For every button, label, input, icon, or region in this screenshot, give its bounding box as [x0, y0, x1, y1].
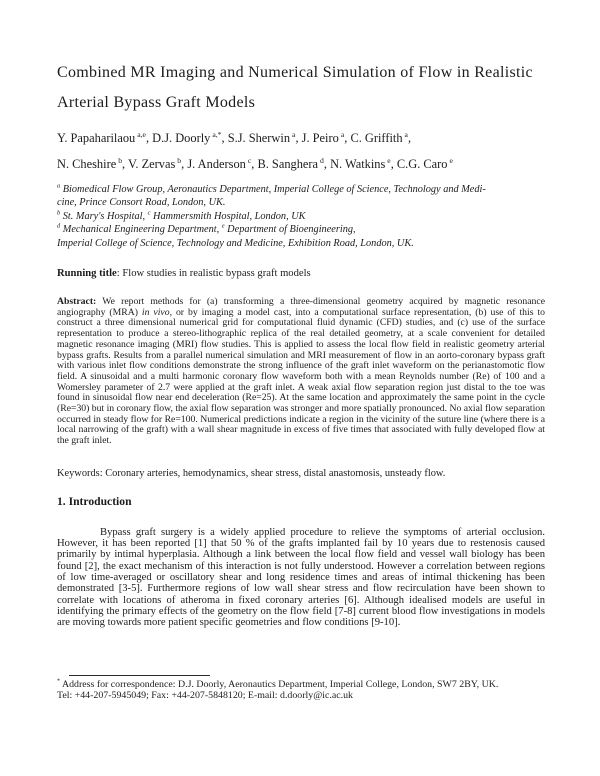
running-title-text: : Flow studies in realistic bypass graft models	[116, 268, 311, 280]
affiliation-marker: e	[221, 222, 225, 230]
author-affiliation-marker: b	[177, 155, 182, 165]
affiliation-text: Mechanical Engineering Department,	[60, 224, 222, 236]
author-separator: ,	[251, 157, 258, 171]
author-list	[57, 125, 545, 177]
affiliation-marker: c	[147, 209, 151, 217]
affiliation-marker: d	[57, 222, 61, 230]
affiliation-text: Department of Bioengineering,	[224, 224, 356, 236]
author-row-2	[57, 151, 545, 177]
affiliation-text: cine, Prince Consort Road, London, UK.	[57, 197, 226, 209]
author-name: N. Watkins	[330, 157, 386, 171]
introduction-paragraph: Bypass graft surgery is a widely applied procedure to relieve the symptoms of arterial occlusion. However, it has been reported [1] that 50 % of the grafts implanted fail by 10 years due to restenosis caused primarily by intimal hyperplasia. Although a link between the local flow field and vessel wall biology has been found [2], the exact mechanism of this interaction is not fully understood. However a correlation between regions of low time-averaged or oscillatory shear and long residence times and areas of intimal thickening has been demonstrated [3-5]. Furthermore regions of low wall shear stress and flow recirculation have been shown to correlate with locations of atheroma in fixed coronary arteries [6]. Although idealised models are useful in identifying the primary effects of the geometry on the flow field [7-8] current blood flow investigations in models are moving towards more patient specific geometries and flow conditions [9-10].	[57, 526, 545, 629]
author-affiliation-marker: a	[292, 129, 296, 139]
abstract-invivo: in vivo	[141, 306, 170, 318]
footnote-line2: Tel: +44-207-5945049; Fax: +44-207-5848120; E-mail: d.doorly@ic.ac.uk	[57, 690, 353, 702]
abstract	[57, 297, 545, 447]
abstract-text-pre: We report methods for (a) transforming a three-dimensional geometry acquired by magnetic resonance angiography (MRA)	[57, 296, 545, 318]
correspondence-footnote	[57, 670, 545, 702]
author-separator: ,	[344, 131, 351, 145]
affiliation-line	[57, 237, 545, 250]
author-affiliation-marker: d	[320, 155, 324, 165]
author-affiliation-marker: a	[404, 129, 408, 139]
author-name: C.G. Caro	[396, 157, 448, 171]
paper-title-line2: Arterial Bypass Graft Models	[57, 94, 256, 111]
footnote-marker: *	[57, 678, 61, 685]
author-name: C. Griffith	[350, 131, 403, 145]
author-name: B. Sanghera	[257, 157, 319, 171]
author-separator: ,	[407, 131, 412, 145]
author-name: S.J. Sherwin	[227, 131, 291, 145]
author-separator: ,	[323, 157, 331, 171]
author-row-1	[57, 125, 545, 151]
footnote-line1: Address for correspondence: D.J. Doorly, Aeronautics Department, Imperial College, London, SW7 2BY, UK.	[60, 678, 499, 690]
author-separator: ,	[295, 131, 302, 145]
paper-title-line1: Combined MR Imaging and Numerical Simulation of Flow in Realistic	[57, 64, 533, 81]
author-separator: ,	[181, 157, 188, 171]
section-heading-introduction: 1. Introduction	[57, 494, 132, 508]
keywords-text: Coronary arteries, hemodynamics, shear stress, distal anastomosis, unsteady flow.	[102, 467, 446, 479]
author-name: D.J. Doorly	[152, 131, 211, 145]
affiliation-list	[57, 183, 545, 250]
footnote-text	[57, 679, 545, 702]
affiliation-text: St. Mary's Hospital,	[60, 210, 148, 222]
affiliation-marker: a	[57, 182, 61, 190]
author-affiliation-marker: e	[387, 155, 391, 165]
author-name: J. Peiro	[301, 131, 339, 145]
keywords	[57, 468, 545, 480]
author-separator: ,	[122, 157, 129, 171]
affiliation-text: Hammersmith Hospital, London, UK	[150, 210, 306, 222]
author-affiliation-marker: a	[340, 129, 345, 139]
abstract-label: Abstract:	[57, 296, 97, 308]
author-affiliation-marker: b	[118, 155, 123, 165]
author-affiliation-marker: a,*	[212, 129, 222, 139]
author-affiliation-marker: a,e	[137, 129, 146, 139]
author-name: Y. Papaharilaou	[57, 131, 136, 145]
running-title	[57, 267, 545, 280]
author-name: V. Zervas	[128, 157, 176, 171]
paper-title	[57, 58, 545, 118]
affiliation-text: Imperial College of Science, Technology and Medicine, Exhibition Road, London, UK.	[57, 237, 414, 249]
running-title-label: Running title	[57, 268, 117, 280]
author-separator: ,	[390, 157, 397, 171]
author-separator: ,	[221, 131, 228, 145]
author-affiliation-marker: e	[449, 155, 453, 165]
author-name: N. Cheshire	[57, 157, 117, 171]
author-affiliation-marker: c	[247, 155, 252, 165]
footnote-divider	[69, 675, 210, 676]
affiliation-line	[57, 196, 545, 209]
affiliation-line	[57, 223, 545, 236]
affiliation-text: Biomedical Flow Group, Aeronautics Department, Imperial College of Science, Technology and Medi-	[60, 184, 486, 195]
affiliation-marker: b	[57, 209, 61, 217]
affiliation-line	[57, 183, 545, 196]
keywords-label: Keywords:	[57, 467, 103, 479]
abstract-text-post: , or by imaging a model cast, into a computational surface representation, (b) use of this to construct a three dimensional numerical grid for computational fluid dynamic (CFD) studies, and (c) use of the surface representation to produce a stereo-lithographic replica of the real detailed geometry, at a scale convenient for detailed magnetic resonance imaging (MRI) flow studies. This is applied to assess the local flow field in realistic geometry arterial bypass grafts. Results from a parallel numerical simulation and MRI measurement of flow in an aorto-coronary bypass graft with various inlet flow conditions demonstrate the strong influence of the graft inlet waveform on the perianastomotic flow field. A sinusoidal and a multi harmonic coronary flow waveform both with a mean Reynolds number (Re) of 100 and a Womersley parameter of 2.7 were applied at the graft inlet. A weak axial flow separation region just distal to the toe was found in sinusoidal flow near end deceleration (Re=25). At the same location and approximately the same point in the cycle (Re=30) but in coronary flow, the axial flow separation was stronger and more spatially pronounced. No axial flow separation occurred in steady flow for Re=100. Numerical predictions indicate a region in the vicinity of the suture line (where there is a local narrowing of the graft) with a wall shear magnitude in excess of five times that associated with fully developed flow at the graft inlet.	[57, 306, 545, 447]
author-name: J. Anderson	[187, 157, 246, 171]
affiliation-line	[57, 210, 545, 223]
author-separator: ,	[145, 131, 153, 145]
